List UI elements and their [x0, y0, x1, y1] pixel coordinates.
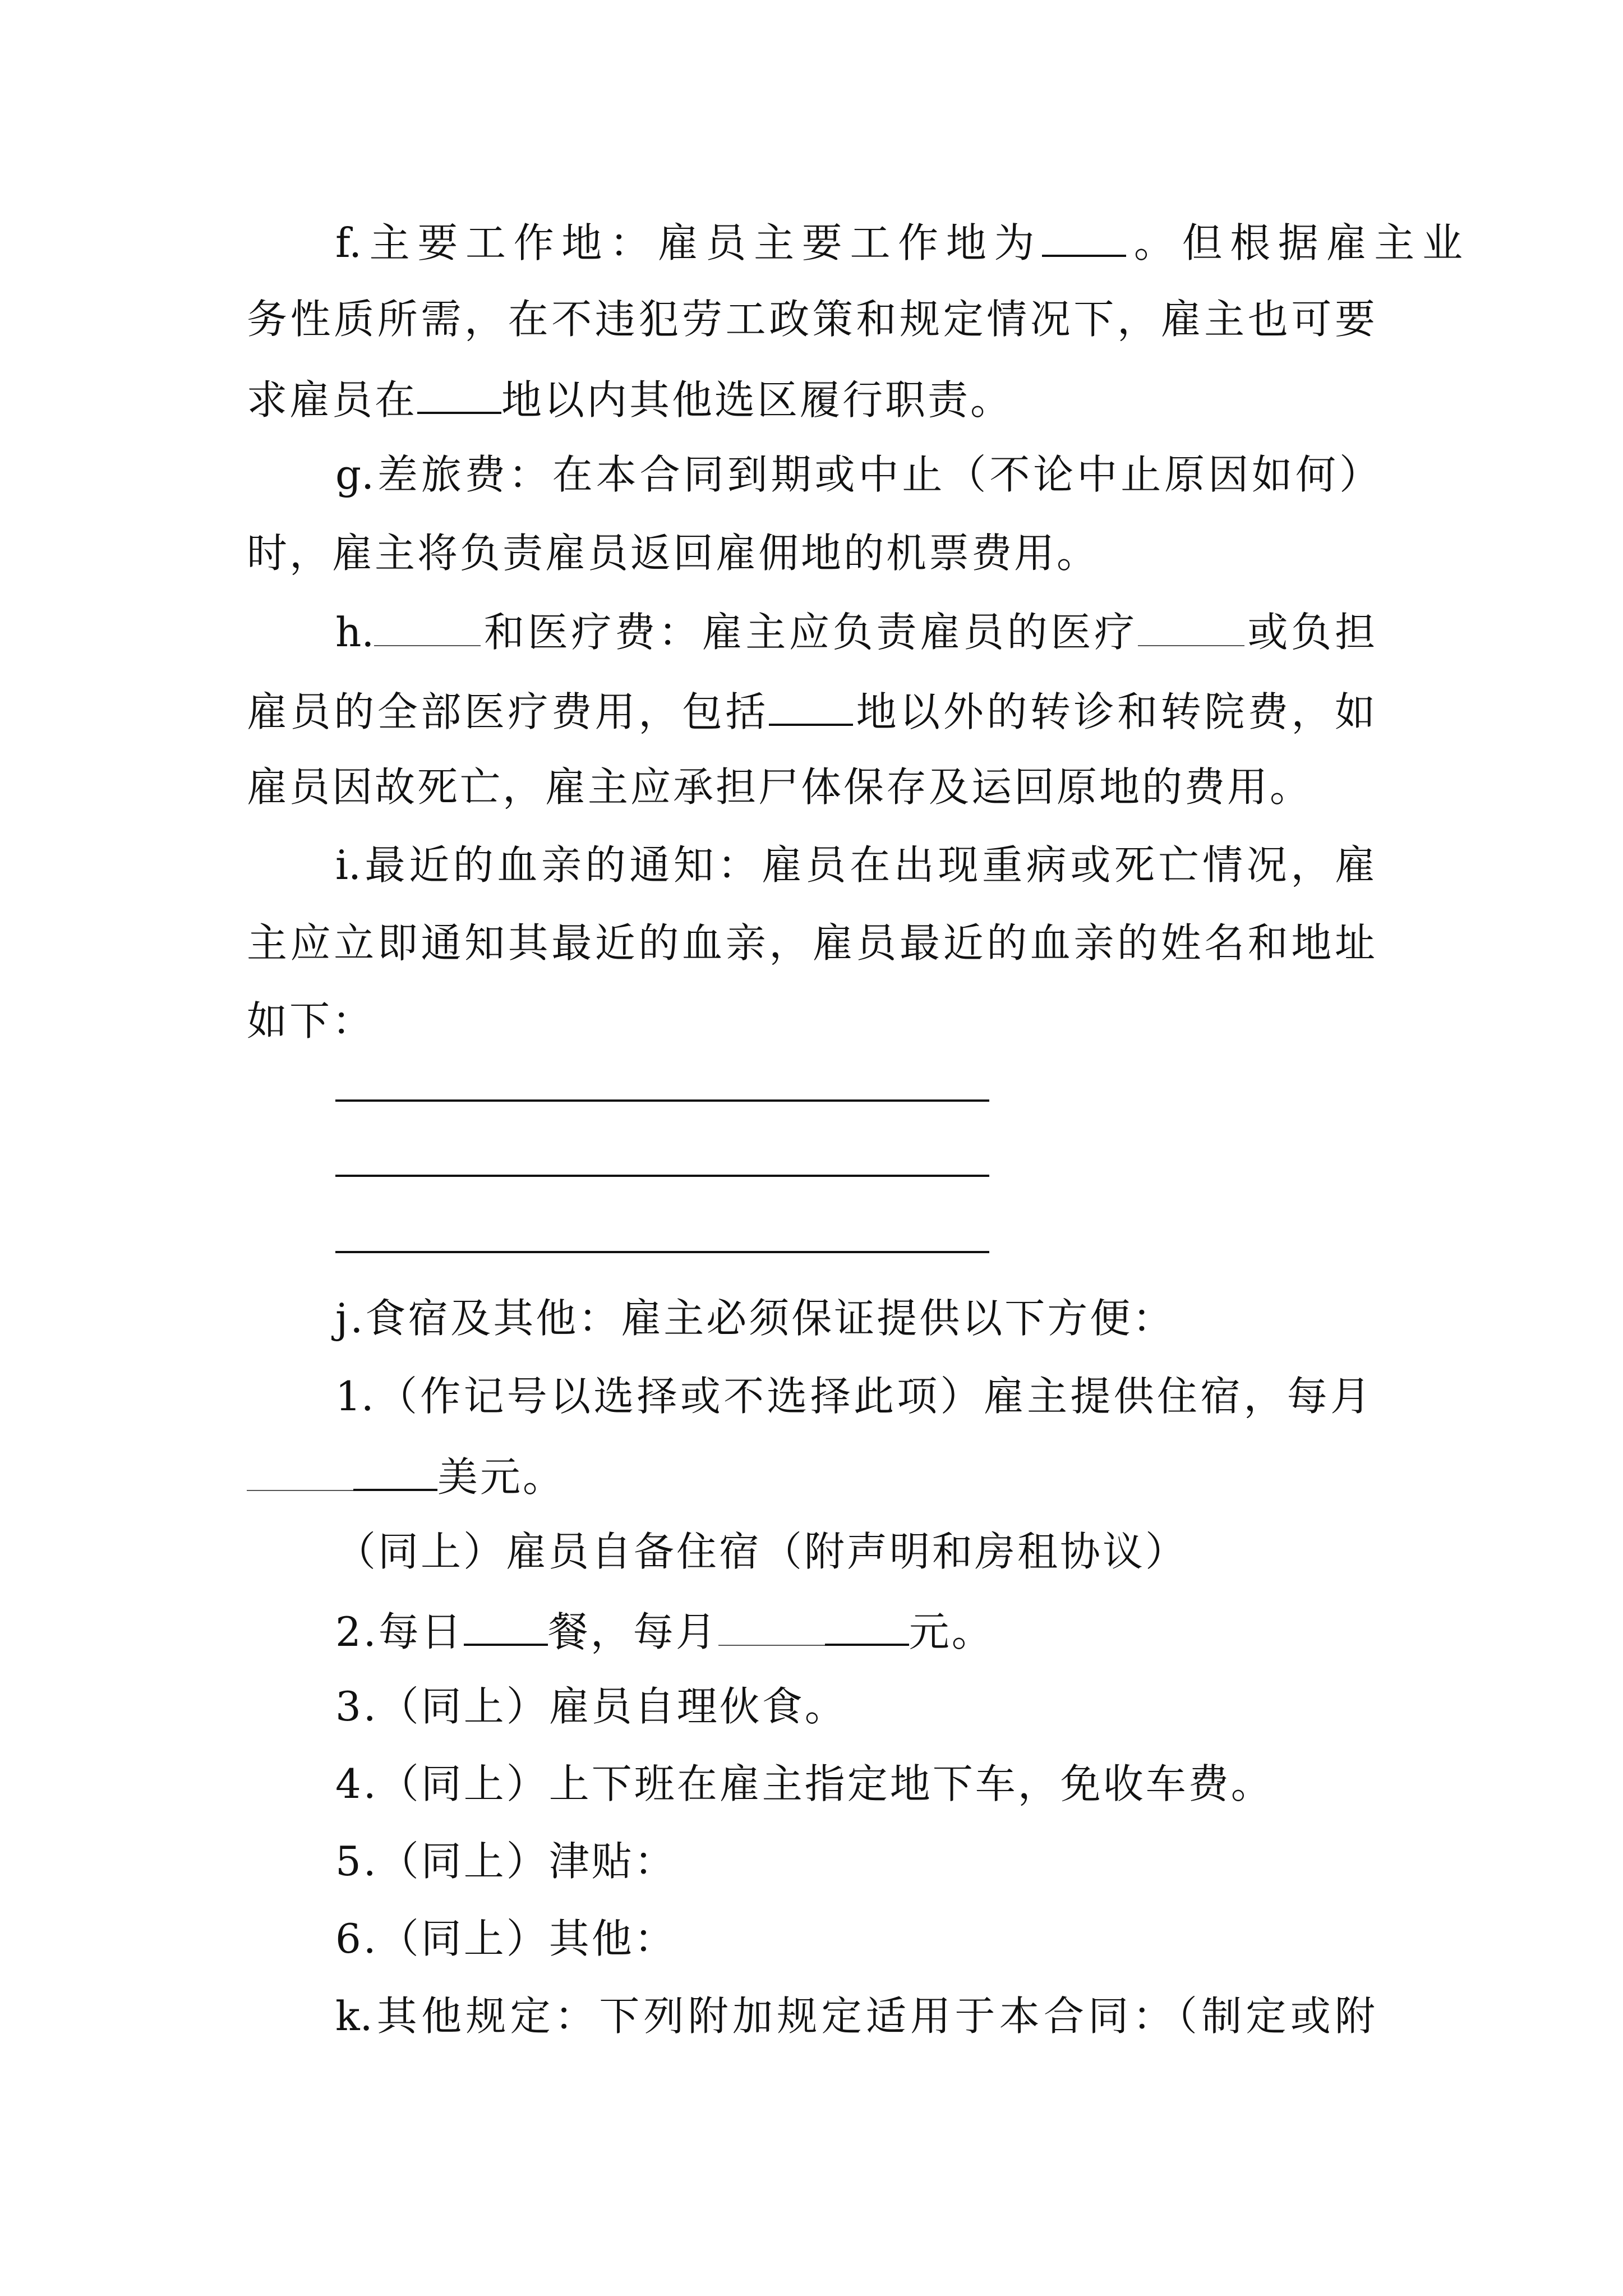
clause-f-line-2: 务性质所需，在不违犯劳工政策和规定情况下，雇主也可要	[247, 296, 1375, 343]
clause-i-line-1: i.最近的血亲的通知：雇员在出现重病或死亡情况，雇	[335, 841, 1375, 889]
clause-j-item-2-text-a: 2.每日	[335, 1608, 464, 1655]
blank-field[interactable]	[769, 689, 853, 726]
clause-g-line-2: 时，雇主将负责雇员返回雇佣地的机票费用。	[247, 530, 1100, 577]
clause-f-line-3	[247, 376, 1013, 424]
clause-j-item-1: 1.（作记号以选择或不选择此项）雇主提供住宿，每月	[335, 1373, 1371, 1420]
clause-j-item-5: 5.（同上）津贴：	[335, 1838, 677, 1885]
blank-field[interactable]	[825, 1609, 909, 1646]
clause-k-line-1: k.其他规定：下列附加规定适用于本合同：（制定或附	[335, 1993, 1375, 2040]
clause-h-line-1	[335, 609, 1375, 656]
relative-name-address-line-1[interactable]	[335, 1099, 989, 1102]
relative-name-address-line-3[interactable]	[335, 1251, 989, 1253]
blank-field[interactable]	[417, 377, 501, 414]
clause-f-line-1	[335, 219, 1463, 266]
clause-h-text-e: 地以外的转诊和转院费，如	[853, 688, 1375, 735]
clause-i-line-3: 如下：	[247, 997, 375, 1045]
blank-field[interactable]	[374, 610, 481, 646]
clause-j-item-1-cont	[247, 1453, 566, 1501]
clause-j-item-1-alt: （同上）雇员自备住宿（附声明和房租协议）	[335, 1528, 1188, 1575]
clause-j-item-1-unit: 美元。	[437, 1453, 566, 1501]
clause-g-line-1: g.差旅费：在本合同到期或中止（不论中止原因如何）	[335, 451, 1380, 498]
clause-j-item-2	[335, 1608, 994, 1655]
clause-f-text-d: 地以内其他选区履行职责。	[501, 376, 1013, 424]
clause-h-line-3: 雇员因故死亡，雇主应承担尸体保存及运回原地的费用。	[247, 763, 1313, 811]
clause-f-text-a: f.主要工作地：雇员主要工作地为	[335, 219, 1043, 266]
clause-j-item-2-text-c: 元。	[909, 1608, 994, 1655]
blank-field[interactable]	[1138, 610, 1244, 646]
clause-i-line-2: 主应立即通知其最近的血亲，雇员最近的血亲的姓名和地址	[247, 919, 1375, 967]
clause-h-text-d: 雇员的全部医疗费用，包括	[247, 688, 769, 735]
clause-j-item-4: 4.（同上）上下班在雇主指定地下车，免收车费。	[335, 1760, 1274, 1807]
blank-field[interactable]	[718, 1610, 825, 1646]
blank-field[interactable]	[247, 1455, 353, 1491]
clause-j-item-6: 6.（同上）其他：	[335, 1915, 677, 1962]
clause-h-text-c: 或负担	[1244, 609, 1375, 656]
blank-field[interactable]	[353, 1454, 437, 1491]
clause-f-text-b: 。但根据雇主业	[1126, 219, 1463, 266]
blank-field[interactable]	[1042, 220, 1126, 257]
clause-h-text-b: 和医疗费：雇主应负责雇员的医疗	[481, 609, 1138, 656]
clause-j-item-3: 3.（同上）雇员自理伙食。	[335, 1683, 847, 1730]
clause-f-text-c: 求雇员在	[247, 376, 418, 424]
clause-j-item-2-text-b: 餐，每月	[547, 1608, 718, 1655]
clause-h-text-a: h.	[335, 609, 375, 656]
clause-j-line-1: j.食宿及其他：雇主必须保证提供以下方便：	[335, 1295, 1175, 1342]
clause-h-line-2	[247, 688, 1375, 735]
blank-field[interactable]	[464, 1609, 548, 1646]
relative-name-address-line-2[interactable]	[335, 1175, 989, 1177]
